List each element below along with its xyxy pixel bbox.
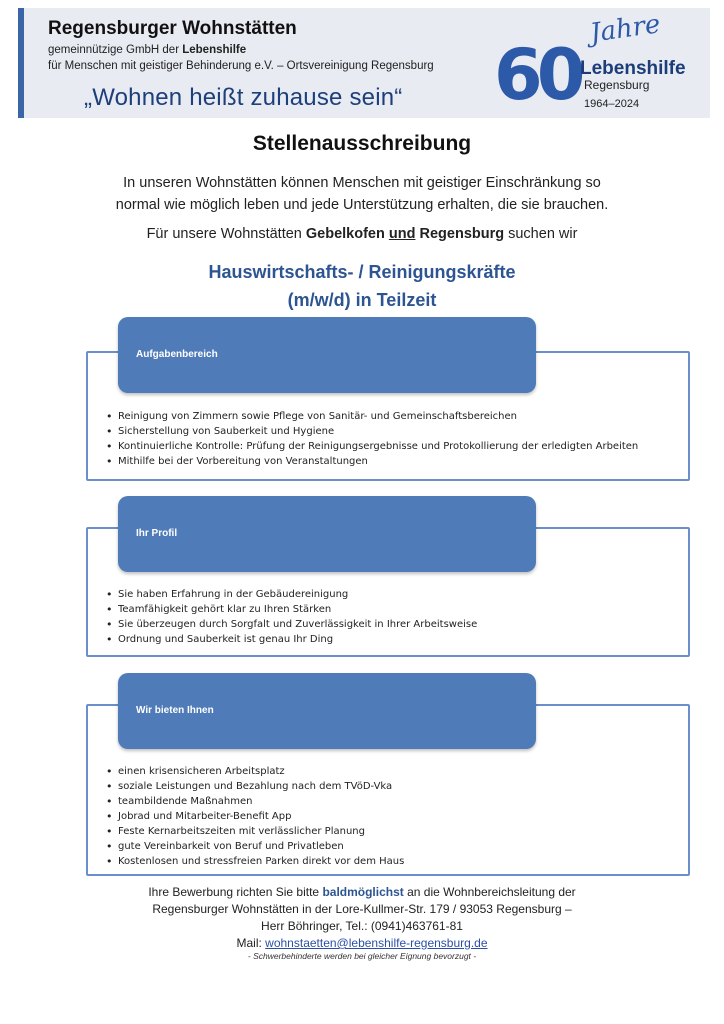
list-item: • Ordnung und Sauberkeit ist genau Ihr Ding — [104, 632, 477, 647]
anniversary-logo — [492, 10, 702, 114]
list-item: • gute Vereinbarkeit von Beruf und Privatleben — [104, 839, 404, 854]
list-item: • Kontinuierliche Kontrolle: Prüfung der Reinigungsergebnisse und Protokollierung der erledigten Arbeiten — [104, 439, 638, 454]
list-item: • einen krisensicheren Arbeitsplatz — [104, 764, 404, 779]
org-name: Regensburger Wohnstätten — [48, 18, 297, 39]
section-heading-tasks: Aufgabenbereich — [118, 317, 536, 393]
logo-name: Lebenshilfe — [580, 58, 686, 79]
list-item: • Feste Kernarbeitszeiten mit verlässlicher Planung — [104, 824, 404, 839]
search-line: Für unsere Wohnstätten Gebelkofen und Regensburg suchen wir — [146, 226, 578, 242]
org-subtitle: gemeinnützige GmbH der Lebenshilfe — [48, 44, 247, 56]
page-title: Stellenausschreibung — [252, 132, 472, 155]
list-item: • teambildende Maßnahmen — [104, 794, 404, 809]
benefits-list — [104, 764, 404, 869]
list-item: • soziale Leistungen und Bezahlung nach dem TVöD-Vka — [104, 779, 404, 794]
slogan: „Wohnen heißt zuhause sein“ — [84, 84, 403, 111]
job-title: Hauswirtschafts- / Reinigungskräfte (m/w/d) in Teilzeit — [208, 262, 516, 310]
equal-opportunity-note: - Schwerbehinderte werden bei gleicher Eignung bevorzugt - — [247, 951, 477, 961]
intro-text: In unseren Wohnstätten können Menschen mit geistiger Einschränkung so normal wie möglich leben und jede Unterstützung erhalten, die sie brauchen. — [115, 175, 609, 213]
task-list — [104, 409, 638, 469]
profile-list — [104, 587, 477, 647]
list-item: • Kostenlosen und stressfreien Parken direkt vor dem Haus — [104, 854, 404, 869]
logo-city: Regensburg — [584, 78, 650, 92]
list-item: • Mithilfe bei der Vorbereitung von Veranstaltungen — [104, 454, 638, 469]
section-heading-profile: Ihr Profil — [118, 496, 536, 572]
list-item: • Sicherstellung von Sauberkeit und Hygiene — [104, 424, 638, 439]
list-item: • Sie überzeugen durch Sorgfalt und Zuverlässigkeit in Ihrer Arbeitsweise — [104, 617, 477, 632]
list-item: • Reinigung von Zimmern sowie Pflege von Sanitär- und Gemeinschaftsbereichen — [104, 409, 638, 424]
logo-number: 60 — [494, 34, 580, 116]
letterhead — [18, 8, 710, 118]
section-heading-benefits: Wir bieten Ihnen — [118, 673, 536, 749]
logo-jahre: Jahre — [588, 9, 663, 49]
org-association: für Menschen mit geistiger Behinderung e.V. – Ortsvereinigung Regensburg — [48, 60, 434, 72]
logo-years: 1964–2024 — [584, 98, 640, 110]
list-item: • Teamfähigkeit gehört klar zu Ihren Stärken — [104, 602, 477, 617]
application-info: Ihre Bewerbung richten Sie bitte baldmöglichst an die Wohnbereichsleitung der Regensburger Wohnstätten in der Lore-Kullmer-Str. 179 / 93053 Regensburg – Herr Böhringer, Tel.: (0941)463761-81 Mail: wohnstaetten@lebenshilfe-regensburg.de — [148, 885, 576, 950]
list-item: • Sie haben Erfahrung in der Gebäudereinigung — [104, 587, 477, 602]
list-item: • Jobrad und Mitarbeiter-Benefit App — [104, 809, 404, 824]
email-link[interactable]: wohnstaetten@lebenshilfe-regensburg.de — [265, 936, 488, 950]
